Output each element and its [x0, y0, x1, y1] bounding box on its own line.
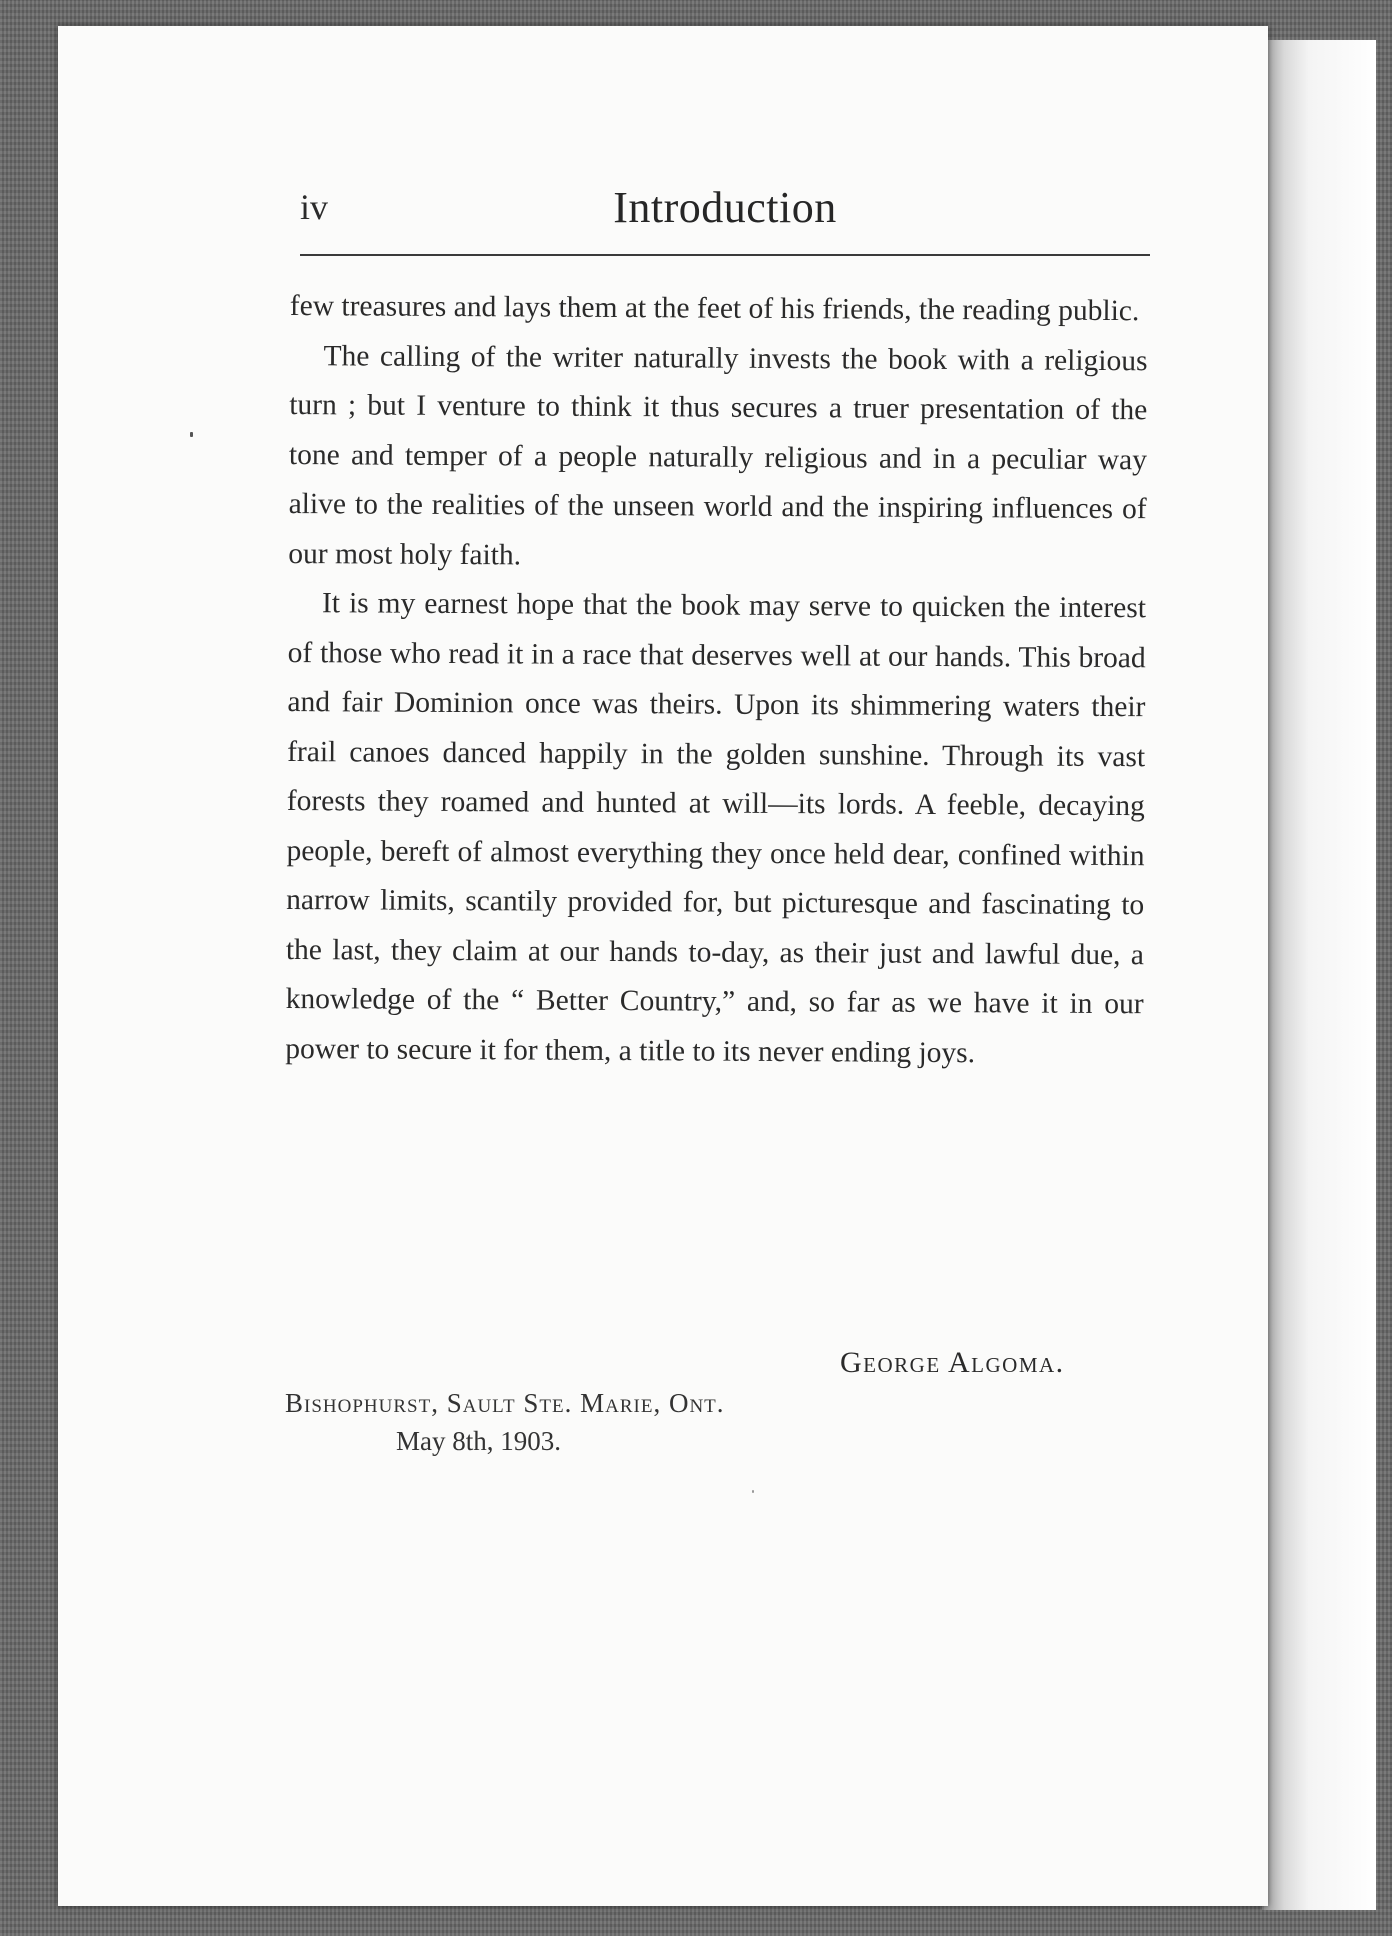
body-text: [285, 282, 1148, 1079]
signature: George Algoma.: [840, 1346, 1065, 1379]
date-line: May 8th, 1903.: [396, 1426, 561, 1456]
running-title: Introduction: [613, 183, 837, 232]
next-page-edge: [1262, 40, 1376, 1910]
page-header: [300, 182, 1150, 242]
paragraph: It is my earnest hope that the book may serve to quicken the interest of those who read it in a race that deserves well at our hands. This broad and fair Dominion once was theirs. Upon its shimmering waters their frail canoes danced happily in the golden sunshine. Through its vast forests they roamed and hunted at will—its lords. A feeble, decaying people, bereft of almost everything they once held dear, confined within narrow limits, scantily provided for, but picturesque and fascinating to the last, they claim at our hands to-day, as their just and lawful due, a knowledge of the “ Better Country,” and, so far as we have it in our power to secure it for them, a title to its never ending joys.: [285, 587, 1147, 1069]
paragraph: The calling of the writer naturally invests the book with a religious turn ; but I venture to think it thus secures a truer presentation of the tone and temper of a people naturally religious and in a peculiar way alive to the realities of the unseen world and the inspiring influences of our most holy faith.: [288, 339, 1148, 571]
page-number: iv: [300, 187, 329, 227]
ink-speck: [752, 1490, 754, 1493]
header-rule: [300, 254, 1150, 256]
place-line: Bishophurst, Sault Ste. Marie, Ont.: [285, 1388, 725, 1418]
ink-speck: [190, 432, 193, 437]
paragraph: few treasures and lays them at the feet of his friends, the reading public.: [289, 289, 1140, 328]
